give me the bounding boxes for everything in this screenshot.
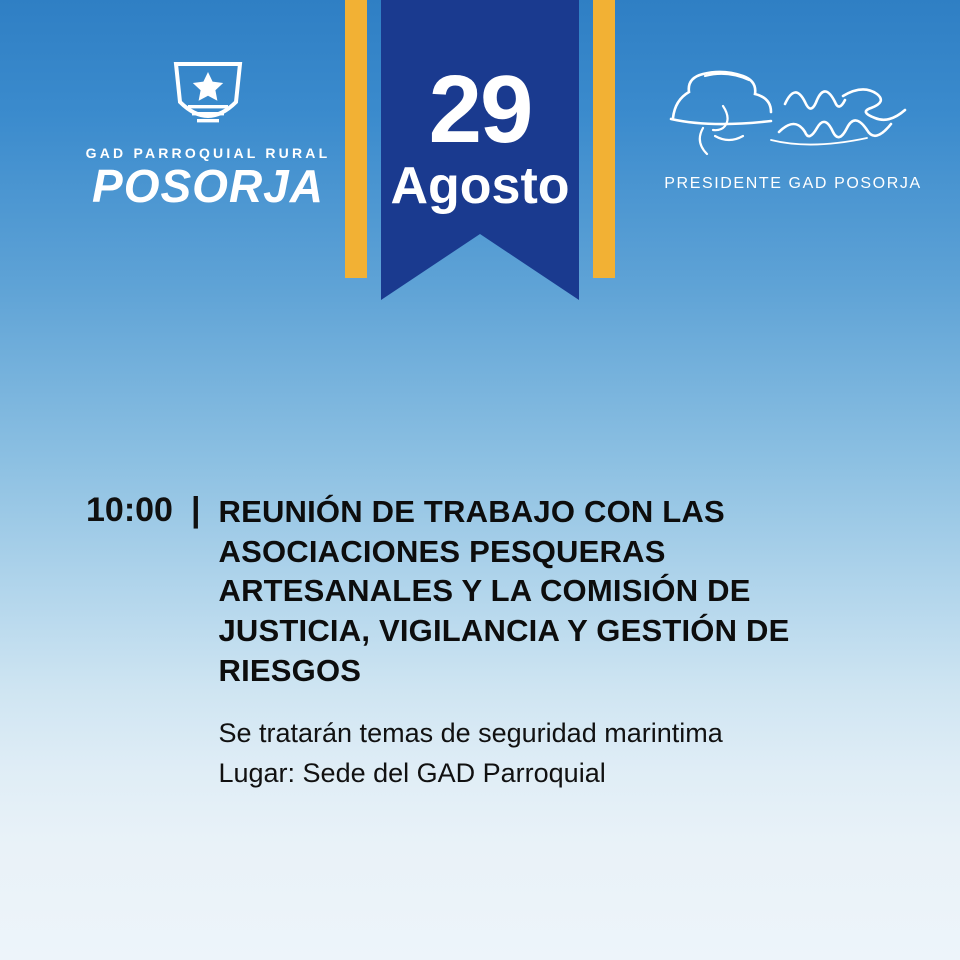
event-day: 29 <box>428 56 532 163</box>
event-detail-location: Lugar: Sede del GAD Parroquial <box>218 757 606 788</box>
organization-tagline: GAD PARROQUIAL RURAL <box>85 145 331 161</box>
president-caption: PRESIDENTE GAD POSORJA <box>664 175 922 192</box>
event-separator: | <box>190 491 201 529</box>
event-time: 10:00 <box>86 491 173 529</box>
event-detail-topic: Se tratarán temas de seguridad marintima <box>218 718 723 749</box>
date-ribbon <box>345 0 615 340</box>
event-text-group <box>218 492 896 793</box>
event-title: REUNIÓN DE TRABAJO CON LAS ASOCIACIONES PESQUERAS ARTESANALES Y LA COMISIÓN DE JUSTICIA, VIGILANCIA Y GESTIÓN DE RIESGOS <box>218 494 790 688</box>
president-signature-block <box>648 66 938 193</box>
shield-star-icon <box>78 58 338 139</box>
event-entry <box>86 492 896 793</box>
organization-name: POSORJA <box>92 160 324 212</box>
president-portrait-signature-icon <box>653 149 933 166</box>
event-month: Agosto <box>390 157 570 215</box>
gad-logo <box>78 58 338 212</box>
